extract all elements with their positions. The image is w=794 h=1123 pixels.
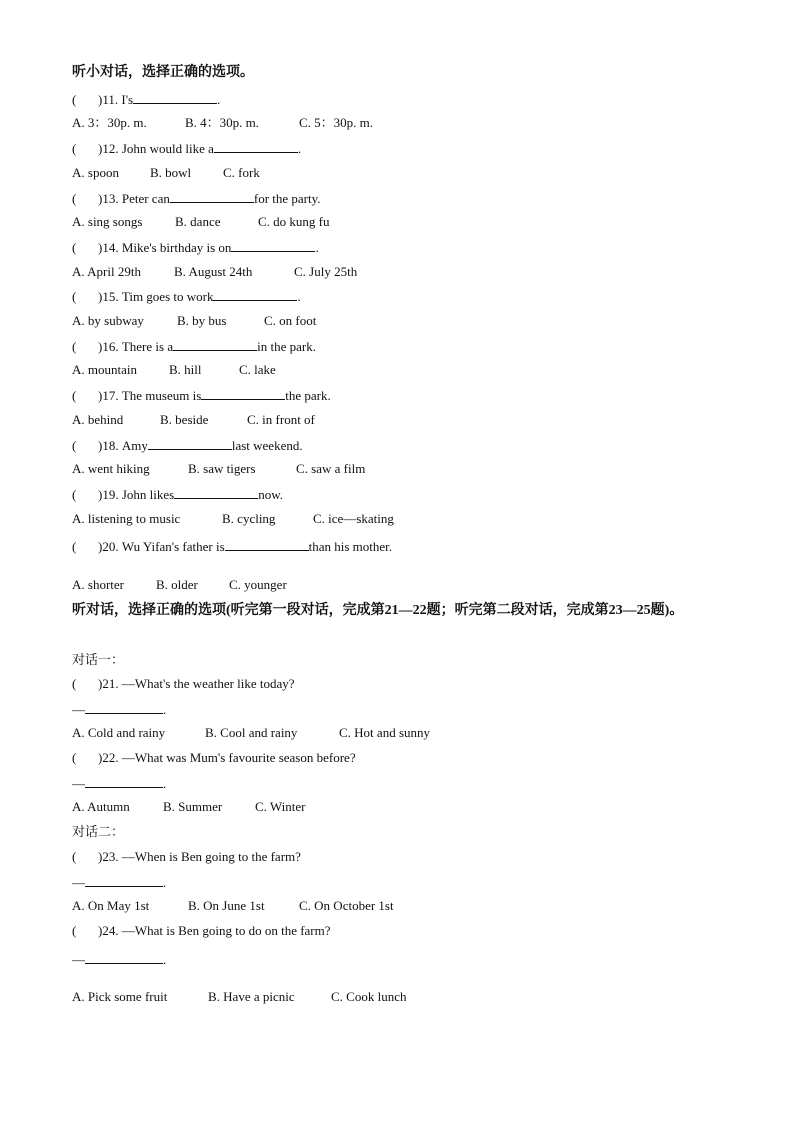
answer-paren[interactable]: ( (72, 676, 77, 691)
fill-blank[interactable] (225, 538, 309, 551)
option-b[interactable]: B. older (156, 577, 198, 592)
dialog1-label: 对话一： (72, 652, 125, 667)
answer-paren[interactable]: ( (72, 339, 77, 354)
fill-blank[interactable] (170, 190, 254, 203)
answer-paren[interactable]: ( (72, 750, 77, 765)
option-b[interactable]: B. Have a picnic (208, 989, 295, 1004)
option-b[interactable]: B. Summer (163, 799, 223, 814)
option-a[interactable]: A. behind (72, 412, 124, 427)
option-a[interactable]: A. listening to music (72, 511, 181, 526)
question-16: ( ) 16. There is a in the park. (72, 339, 316, 354)
answer-paren[interactable]: ( (72, 191, 77, 206)
option-b[interactable]: B. hill (169, 362, 202, 377)
option-a[interactable]: A. April 29th (72, 264, 141, 279)
option-b[interactable]: B. 4：30p. m. (185, 115, 260, 130)
fill-blank[interactable] (231, 239, 315, 252)
options-15 (72, 313, 316, 329)
dialog2-label: 对话二： (72, 824, 125, 839)
option-a[interactable]: A. spoon (72, 165, 119, 180)
options-23 (72, 898, 394, 914)
option-a[interactable]: A. Cold and rainy (72, 725, 166, 740)
options-13 (72, 214, 330, 230)
answer-paren[interactable]: ( (72, 388, 77, 403)
answer-paren[interactable]: ( (72, 539, 77, 554)
option-c[interactable]: C. Hot and sunny (339, 725, 430, 740)
option-c[interactable]: C. on foot (264, 313, 317, 328)
answer-paren[interactable]: ( (72, 849, 77, 864)
option-c[interactable]: C. do kung fu (258, 214, 330, 229)
option-b[interactable]: B. bowl (150, 165, 192, 180)
option-c[interactable]: C. younger (229, 577, 287, 592)
option-c[interactable]: C. On October 1st (299, 898, 394, 913)
question-22: ( ) 22. —What was Mum's favourite season before? (72, 750, 356, 765)
fill-blank[interactable] (85, 775, 163, 788)
options-19 (72, 511, 394, 527)
answer-paren[interactable]: ( (72, 923, 77, 938)
question-15: ( ) 15. Tim goes to work . (72, 289, 301, 304)
option-b[interactable]: B. saw tigers (188, 461, 256, 476)
option-c[interactable]: C. saw a film (296, 461, 366, 476)
option-a[interactable]: A. Pick some fruit (72, 989, 168, 1004)
options-22 (72, 799, 306, 815)
options-17 (72, 412, 315, 428)
option-b[interactable]: B. by bus (177, 313, 227, 328)
question-11: ( ) 11. I's . (72, 92, 221, 107)
option-c[interactable]: C. ice—skating (313, 511, 394, 526)
option-c[interactable]: C. July 25th (294, 264, 358, 279)
question-13: ( ) 13. Peter can for the party. (72, 191, 321, 206)
option-c[interactable]: C. fork (223, 165, 260, 180)
section2-heading: 听对话，选择正确的选项(听完第一段对话，完成第21—22题；听完第二段对话，完成第23—25题)。 (72, 603, 684, 618)
option-a[interactable]: A. sing songs (72, 214, 143, 229)
question-12: ( ) 12. John would like a . (72, 141, 302, 156)
options-16 (72, 362, 276, 378)
fill-blank[interactable] (85, 951, 163, 964)
section1-heading: 听小对话，选择正确的选项。 (72, 65, 254, 80)
option-c[interactable]: C. Winter (255, 799, 306, 814)
answer-line-23: — . (72, 875, 167, 890)
option-b[interactable]: B. August 24th (174, 264, 253, 279)
fill-blank[interactable] (85, 701, 163, 714)
options-21 (72, 725, 430, 741)
option-b[interactable]: B. On June 1st (188, 898, 265, 913)
answer-line-21: — . (72, 702, 167, 717)
question-20: ( ) 20. Wu Yifan's father is than his mother. (72, 539, 393, 554)
fill-blank[interactable] (85, 874, 163, 887)
question-23: ( ) 23. —When is Ben going to the farm? (72, 849, 301, 864)
question-17: ( ) 17. The museum is the park. (72, 388, 331, 403)
question-19: ( ) 19. John likes now. (72, 487, 284, 502)
fill-blank[interactable] (214, 140, 298, 153)
answer-paren[interactable]: ( (72, 92, 77, 107)
option-c[interactable]: C. 5：30p. m. (299, 115, 374, 130)
options-14 (72, 264, 357, 280)
option-b[interactable]: B. dance (175, 214, 221, 229)
fill-blank[interactable] (133, 91, 217, 104)
answer-paren[interactable]: ( (72, 438, 77, 453)
option-a[interactable]: A. went hiking (72, 461, 150, 476)
answer-line-24: — . (72, 952, 167, 967)
fill-blank[interactable] (201, 387, 285, 400)
option-a[interactable]: A. On May 1st (72, 898, 150, 913)
question-18: ( ) 18. Amy last weekend. (72, 438, 303, 453)
option-c[interactable]: C. Cook lunch (331, 989, 407, 1004)
option-a[interactable]: A. shorter (72, 577, 124, 592)
answer-paren[interactable]: ( (72, 289, 77, 304)
option-a[interactable]: A. mountain (72, 362, 137, 377)
options-12 (72, 165, 260, 181)
option-b[interactable]: B. Cool and rainy (205, 725, 298, 740)
fill-blank[interactable] (173, 338, 257, 351)
answer-paren[interactable]: ( (72, 240, 77, 255)
option-c[interactable]: C. in front of (247, 412, 315, 427)
fill-blank[interactable] (213, 288, 297, 301)
question-21: ( ) 21. —What's the weather like today? (72, 676, 295, 691)
options-20 (72, 577, 287, 593)
options-18 (72, 461, 365, 477)
option-a[interactable]: A. by subway (72, 313, 144, 328)
options-24 (72, 989, 406, 1005)
option-b[interactable]: B. cycling (222, 511, 276, 526)
option-c[interactable]: C. lake (239, 362, 276, 377)
option-b[interactable]: B. beside (160, 412, 209, 427)
option-a[interactable]: A. 3：30p. m. (72, 115, 147, 130)
answer-paren[interactable]: ( (72, 141, 77, 156)
question-24: ( ) 24. —What is Ben going to do on the farm? (72, 923, 331, 938)
answer-line-22: — . (72, 776, 167, 791)
answer-paren[interactable]: ( (72, 487, 77, 502)
question-14: ( ) 14. Mike's birthday is on . (72, 240, 319, 255)
options-11 (72, 115, 373, 131)
fill-blank[interactable] (148, 437, 232, 450)
fill-blank[interactable] (174, 486, 258, 499)
option-a[interactable]: A. Autumn (72, 799, 130, 814)
